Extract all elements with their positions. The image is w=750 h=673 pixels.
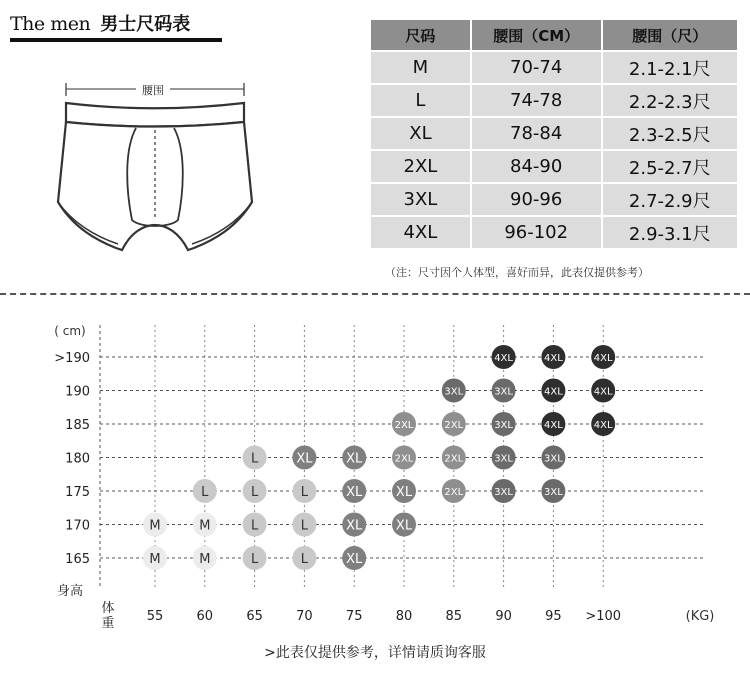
size-point (243, 513, 267, 537)
size-point (591, 412, 615, 436)
size-point (541, 412, 565, 436)
waist-chi-cell: 2.1-2.1尺 (601, 52, 737, 83)
size-point (392, 446, 416, 470)
waist-cm-cell: 74-78 (470, 85, 601, 116)
size-point-label: XL (346, 552, 363, 567)
size-point-label: L (250, 451, 259, 467)
waist-chi-cell: 2.7-2.9尺 (601, 184, 737, 215)
table-row (371, 151, 737, 182)
size-point-label: L (250, 518, 259, 534)
size-point (541, 479, 565, 503)
x-tick-label: 95 (545, 609, 562, 624)
size-point (392, 412, 416, 436)
size-point-label: 4XL (544, 386, 563, 398)
y-tick-label: 165 (65, 552, 90, 567)
size-point-label: L (300, 552, 309, 567)
size-table-header-row (371, 20, 737, 50)
x-tick-label: >100 (585, 609, 622, 624)
x-axis-labels (147, 609, 621, 624)
section-divider (0, 293, 750, 295)
size-point-label: 2XL (394, 420, 414, 431)
waist-cm-cell: 84-90 (470, 151, 601, 182)
table-row (371, 184, 737, 215)
title-underline (10, 38, 222, 42)
table-row (371, 52, 737, 83)
size-point-label: XL (296, 451, 313, 467)
size-cell: L (371, 85, 470, 116)
size-cell: M (371, 52, 470, 83)
table-row (371, 217, 737, 248)
page-title: 男士尺码表 (100, 14, 191, 35)
size-cell: 4XL (371, 217, 470, 248)
size-point-label: 2XL (394, 453, 414, 465)
size-point (143, 546, 167, 570)
size-point-label: 4XL (494, 353, 513, 364)
x-tick-label: 80 (395, 609, 413, 624)
size-point-label: 4XL (593, 420, 613, 431)
size-point (591, 345, 615, 369)
size-point-label: 3XL (544, 487, 563, 498)
size-cell: 2XL (371, 151, 470, 182)
size-point-label: 3XL (494, 386, 513, 398)
size-point (392, 513, 416, 537)
waist-cm-cell: 70-74 (470, 52, 601, 83)
waistband (66, 103, 244, 127)
size-point-label: M (149, 518, 161, 534)
waist-cm-cell: 96-102 (470, 217, 601, 248)
size-table-note: （注：尺寸因个人体型，喜好而异，此表仅提供参考） (385, 266, 649, 279)
header-waist-cm: 腰围（CM） (470, 20, 601, 50)
x-axis-title (101, 600, 114, 631)
size-point-label: 4XL (544, 353, 563, 364)
size-point (492, 479, 516, 503)
size-point (143, 513, 167, 537)
underwear-illustration (44, 70, 259, 275)
y-unit-label: ( cm) (54, 324, 86, 338)
waist-chi-cell: 2.3-2.5尺 (601, 118, 737, 149)
waist-chi-cell: 2.5-2.7尺 (601, 151, 737, 182)
size-point (442, 479, 466, 503)
waist-cm-cell: 78-84 (470, 118, 601, 149)
y-axis-labels (54, 351, 90, 567)
size-point (243, 446, 267, 470)
size-point (292, 479, 316, 503)
size-point-label: 4XL (593, 386, 613, 398)
size-point-label: 4XL (544, 420, 563, 431)
size-point (342, 479, 366, 503)
size-cell: 3XL (371, 184, 470, 215)
size-point-label: 3XL (494, 453, 513, 465)
size-point (193, 513, 217, 537)
y-tick-label: 190 (65, 384, 90, 400)
size-point-label: XL (346, 485, 363, 500)
size-point (193, 546, 217, 570)
size-point (541, 379, 565, 403)
chart-points (143, 345, 615, 570)
y-tick-label: 170 (65, 518, 90, 534)
table-row (371, 85, 737, 116)
size-point-label: XL (395, 485, 413, 500)
x-tick-label: 90 (495, 609, 512, 624)
size-cell: XL (371, 118, 470, 149)
y-tick-label: >190 (54, 351, 90, 366)
y-tick-label: 180 (65, 451, 90, 467)
size-point-label: 3XL (544, 453, 563, 465)
size-point (392, 479, 416, 503)
size-point-label: L (300, 485, 309, 500)
size-point (243, 546, 267, 570)
size-point (541, 345, 565, 369)
footnote: >此表仅提供参考，详情请质询客服 (264, 645, 486, 661)
size-point-label: 4XL (593, 353, 613, 364)
height-weight-chart (0, 300, 750, 635)
size-point (541, 446, 565, 470)
size-point-label: XL (395, 518, 413, 534)
y-tick-label: 175 (65, 485, 90, 500)
x-tick-label: 75 (345, 609, 363, 624)
header-waist-chi: 腰围（尺） (601, 20, 737, 50)
x-unit-label: (KG) (685, 609, 715, 624)
size-point (492, 379, 516, 403)
x-tick-label: 85 (445, 609, 463, 624)
size-point (492, 345, 516, 369)
size-point (442, 379, 466, 403)
size-point-label: L (250, 552, 259, 567)
size-point-label: XL (346, 451, 363, 467)
table-row (371, 118, 737, 149)
size-table (371, 18, 737, 250)
size-point (342, 546, 366, 570)
waist-chi-cell: 2.2-2.3尺 (601, 85, 737, 116)
size-point-label: 3XL (494, 487, 513, 498)
y-tick-label: 185 (65, 418, 90, 433)
x-tick-label: 55 (146, 609, 164, 624)
x-tick-label: 70 (296, 609, 313, 624)
size-point-label: 2XL (444, 453, 464, 465)
waist-cm-cell: 90-96 (470, 184, 601, 215)
size-point (193, 479, 217, 503)
x-tick-label: 60 (196, 609, 214, 624)
size-point-label: M (199, 518, 211, 534)
size-point-label: L (300, 518, 309, 534)
x-axis-title-char: 重 (101, 616, 115, 631)
size-point (492, 412, 516, 436)
size-point (342, 446, 366, 470)
size-point-label: L (201, 485, 209, 500)
size-point-label: 2XL (444, 420, 464, 431)
size-point-label: M (199, 552, 211, 567)
size-point-label: M (149, 552, 161, 567)
size-point (342, 513, 366, 537)
size-point-label: L (250, 485, 259, 500)
size-point (492, 446, 516, 470)
size-point (243, 479, 267, 503)
waist-label: 腰围 (142, 84, 164, 97)
size-point (591, 379, 615, 403)
size-point (292, 546, 316, 570)
size-point-label: XL (346, 518, 363, 534)
x-axis-title-char: 体 (101, 601, 115, 616)
size-point-label: 3XL (494, 420, 513, 431)
brand-name: The men (10, 13, 91, 35)
size-point (292, 513, 316, 537)
header-size: 尺码 (371, 20, 470, 50)
x-tick-label: 65 (246, 609, 263, 624)
y-axis-title: 身高 (56, 584, 84, 599)
page-header (10, 10, 190, 36)
size-point (442, 446, 466, 470)
size-point (292, 446, 316, 470)
waist-chi-cell: 2.9-3.1尺 (601, 217, 737, 248)
size-point-label: 2XL (444, 487, 464, 498)
size-point-label: 3XL (444, 386, 464, 398)
size-point (442, 412, 466, 436)
